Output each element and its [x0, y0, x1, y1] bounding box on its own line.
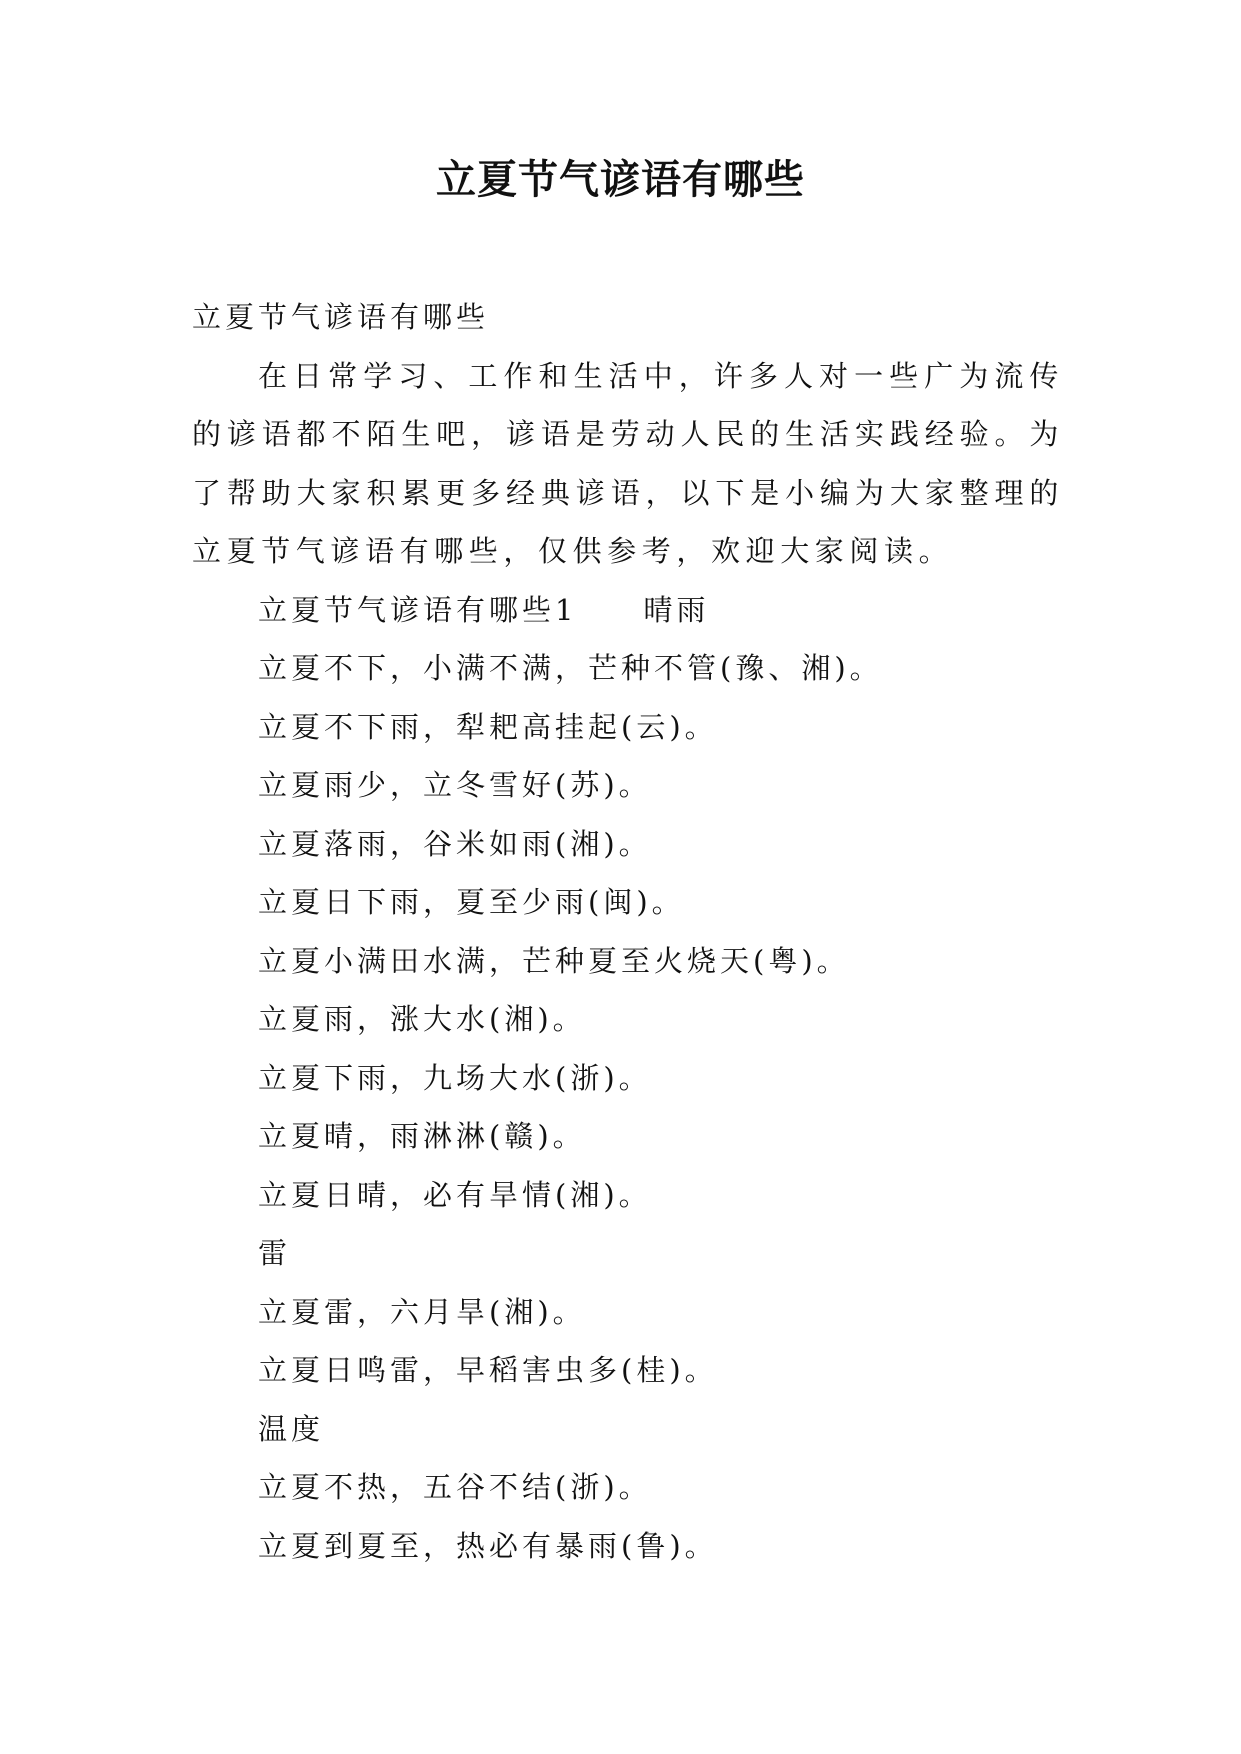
proverb-line: 立夏雷，六月旱(湘)。 [258, 1294, 586, 1329]
proverb-line: 立夏落雨，谷米如雨(湘)。 [258, 826, 652, 861]
category-heading: 雷 [258, 1236, 292, 1270]
proverb-line: 立夏不热，五谷不结(浙)。 [258, 1470, 652, 1504]
proverb-line: 立夏日下雨，夏至少雨(闽)。 [258, 885, 685, 919]
proverb-line: 立夏小满田水满，芒种夏至火烧天(粤)。 [258, 943, 850, 978]
section-heading: 立夏节气谚语有哪些1 [258, 592, 578, 627]
intro-paragraph: 在日常学习、工作和生活中，许多人对一些广为流传的谚语都不陌生吧，谚语是劳动人民的生活实践经验。为了帮助大家积累更多经典谚语，以下是小编为大家整理的立夏节气谚语有哪些，仅供参考，欢迎大家阅读。 [192, 358, 1064, 568]
proverb-line: 立夏晴，雨淋淋(赣)。 [258, 1119, 586, 1153]
document-body [192, 288, 1064, 1575]
proverb-line: 立夏下雨，九场大水(浙)。 [258, 1060, 652, 1095]
proverb-line: 立夏日晴，必有旱情(湘)。 [258, 1177, 652, 1212]
proverb-line: 立夏不下，小满不满，芒种不管(豫、湘)。 [258, 651, 883, 685]
subtitle: 立夏节气谚语有哪些 [192, 300, 490, 334]
proverb-line: 立夏到夏至，热必有暴雨(鲁)。 [258, 1528, 718, 1563]
category-heading: 温度 [258, 1411, 325, 1446]
proverb-line: 立夏雨，涨大水(湘)。 [258, 1002, 586, 1036]
document-title: 立夏节气谚语有哪些 [436, 156, 805, 203]
proverb-line: 立夏不下雨，犁耙高挂起(云)。 [258, 709, 718, 744]
section-category: 晴雨 [643, 592, 710, 627]
proverb-line: 立夏日鸣雷，早稻害虫多(桂)。 [258, 1353, 718, 1387]
section-heading-line [192, 581, 1064, 640]
proverb-line: 立夏雨少，立冬雪好(苏)。 [258, 768, 652, 802]
